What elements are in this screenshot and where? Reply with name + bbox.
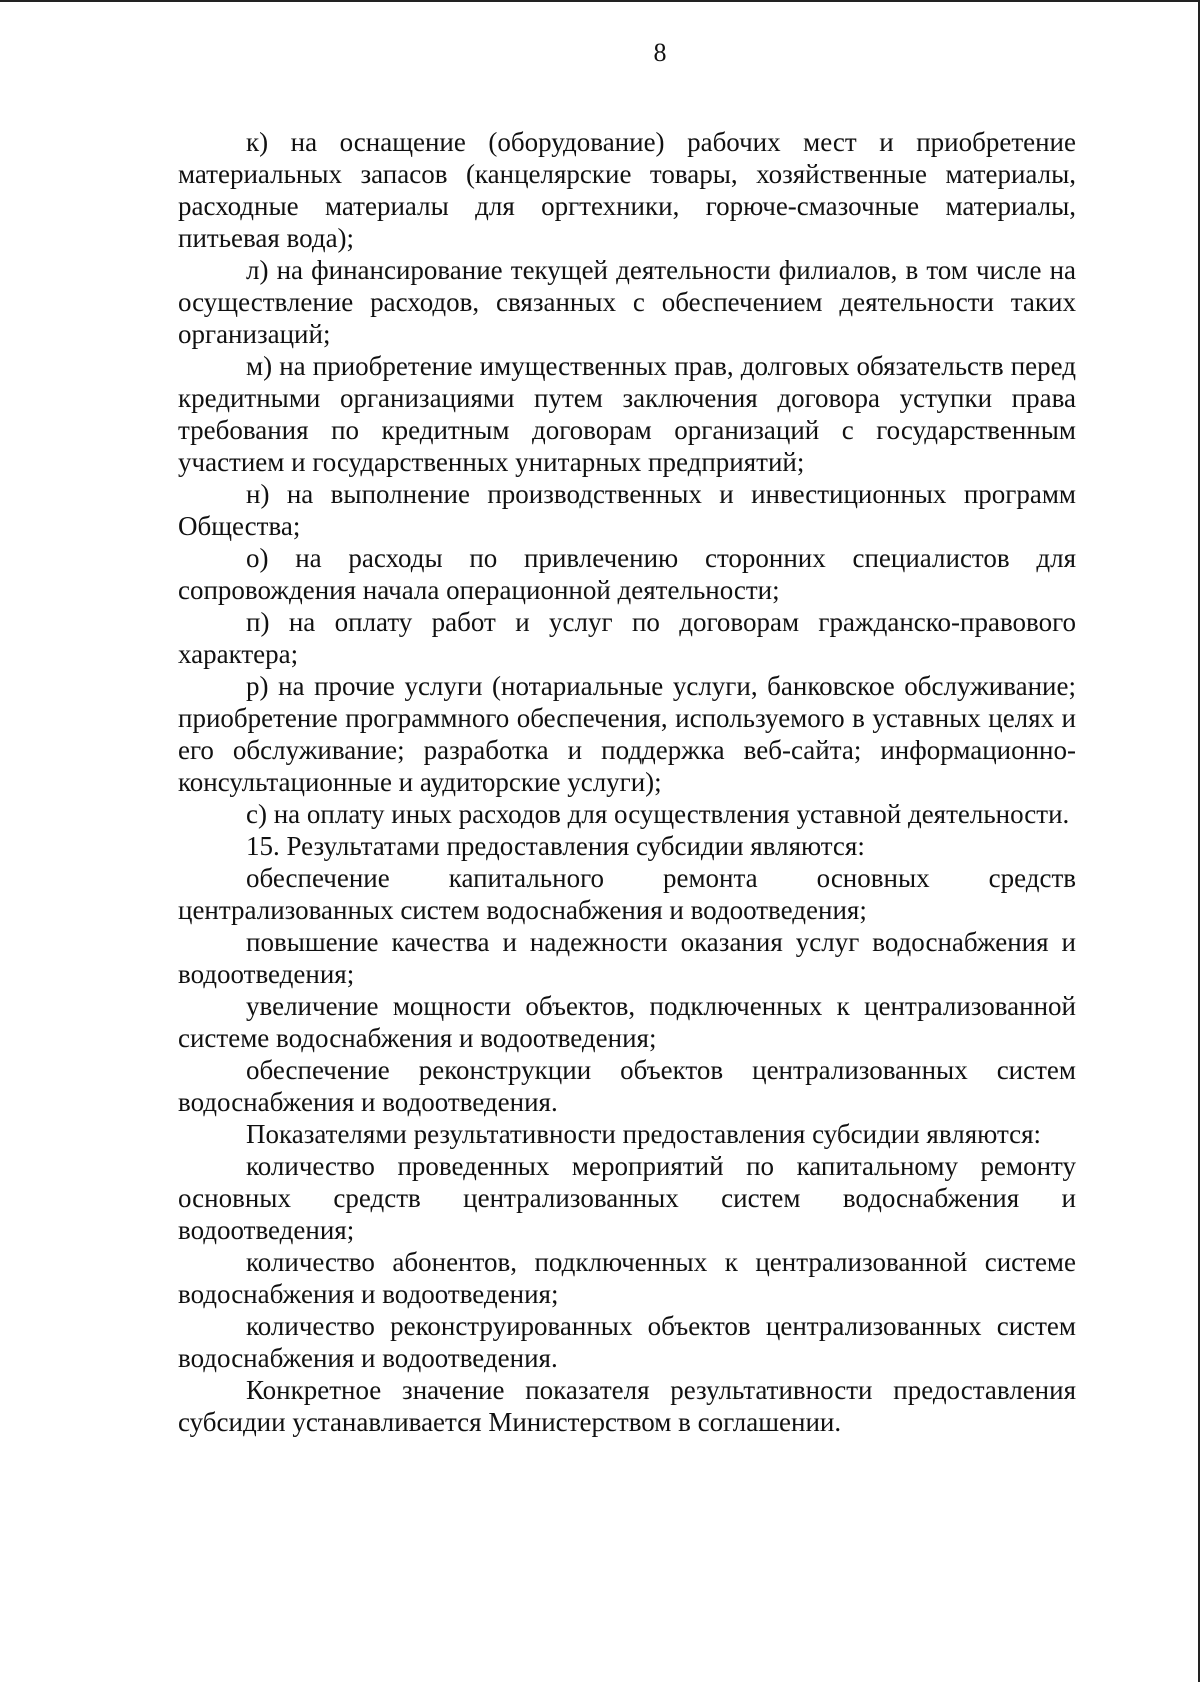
scan-edge-top [0,0,1200,2]
result-item-4: обеспечение реконструкции объектов централизованных систем водоснабжения и водоотведения. [178,1055,1076,1117]
indicators-heading: Показателями результативности предоставления субсидии являются: [246,1119,1041,1149]
indicator-item-3: количество реконструированных объектов централизованных систем водоснабжения и водоотведения. [178,1311,1076,1373]
paragraph-p: п) на оплату работ и услуг по договорам гражданско-правового характера; [178,607,1076,669]
paragraph-o: о) на расходы по привлечению сторонних специалистов для сопровождения начала операционной деятельности; [178,543,1076,605]
document-body [178,126,1076,1438]
result-item-3: увеличение мощности объектов, подключенных к централизованной системе водоснабжения и водоотведения; [178,991,1076,1053]
paragraph-l: л) на финансирование текущей деятельности филиалов, в том числе на осуществление расходов, связанных с обеспечением деятельности таких организаций; [178,255,1076,349]
result-item-2: повышение качества и надежности оказания услуг водоснабжения и водоотведения; [178,927,1076,989]
page-number: 8 [653,38,667,67]
paragraph-m: м) на приобретение имущественных прав, долговых обязательств перед кредитными организациями путем заключения договора уступки права требования по кредитным договорам организаций с государственным участием и государственных унитарных предприятий; [178,351,1076,477]
paragraph-n: н) на выполнение производственных и инвестиционных программ Общества; [178,479,1076,541]
result-item-1: обеспечение капитального ремонта основных средств централизованных систем водоснабжения и водоотведения; [178,863,1076,925]
indicator-item-2: количество абонентов, подключенных к централизованной системе водоснабжения и водоотведения; [178,1247,1076,1309]
paragraph-r: р) на прочие услуги (нотариальные услуги, банковское обслуживание; приобретение программного обеспечения, используемого в уставных целях и его обслуживание; разработка и поддержка веб-сайта; информационно-консультационные и аудиторские услуги); [178,671,1076,797]
indicator-item-1: количество проведенных мероприятий по капитальному ремонту основных средств централизованных систем водоснабжения и водоотведения; [178,1151,1076,1245]
paragraph-k: к) на оснащение (оборудование) рабочих мест и приобретение материальных запасов (канцелярские товары, хозяйственные материалы, расходные материалы для оргтехники, горюче-смазочные материалы, питьевая вода); [178,127,1076,253]
paragraph-s: с) на оплату иных расходов для осуществления уставной деятельности. [246,799,1070,829]
closing-paragraph: Конкретное значение показателя результативности предоставления субсидии устанавливается Министерством в соглашении. [178,1375,1076,1437]
paragraph-15-heading: 15. Результатами предоставления субсидии являются: [246,831,865,861]
